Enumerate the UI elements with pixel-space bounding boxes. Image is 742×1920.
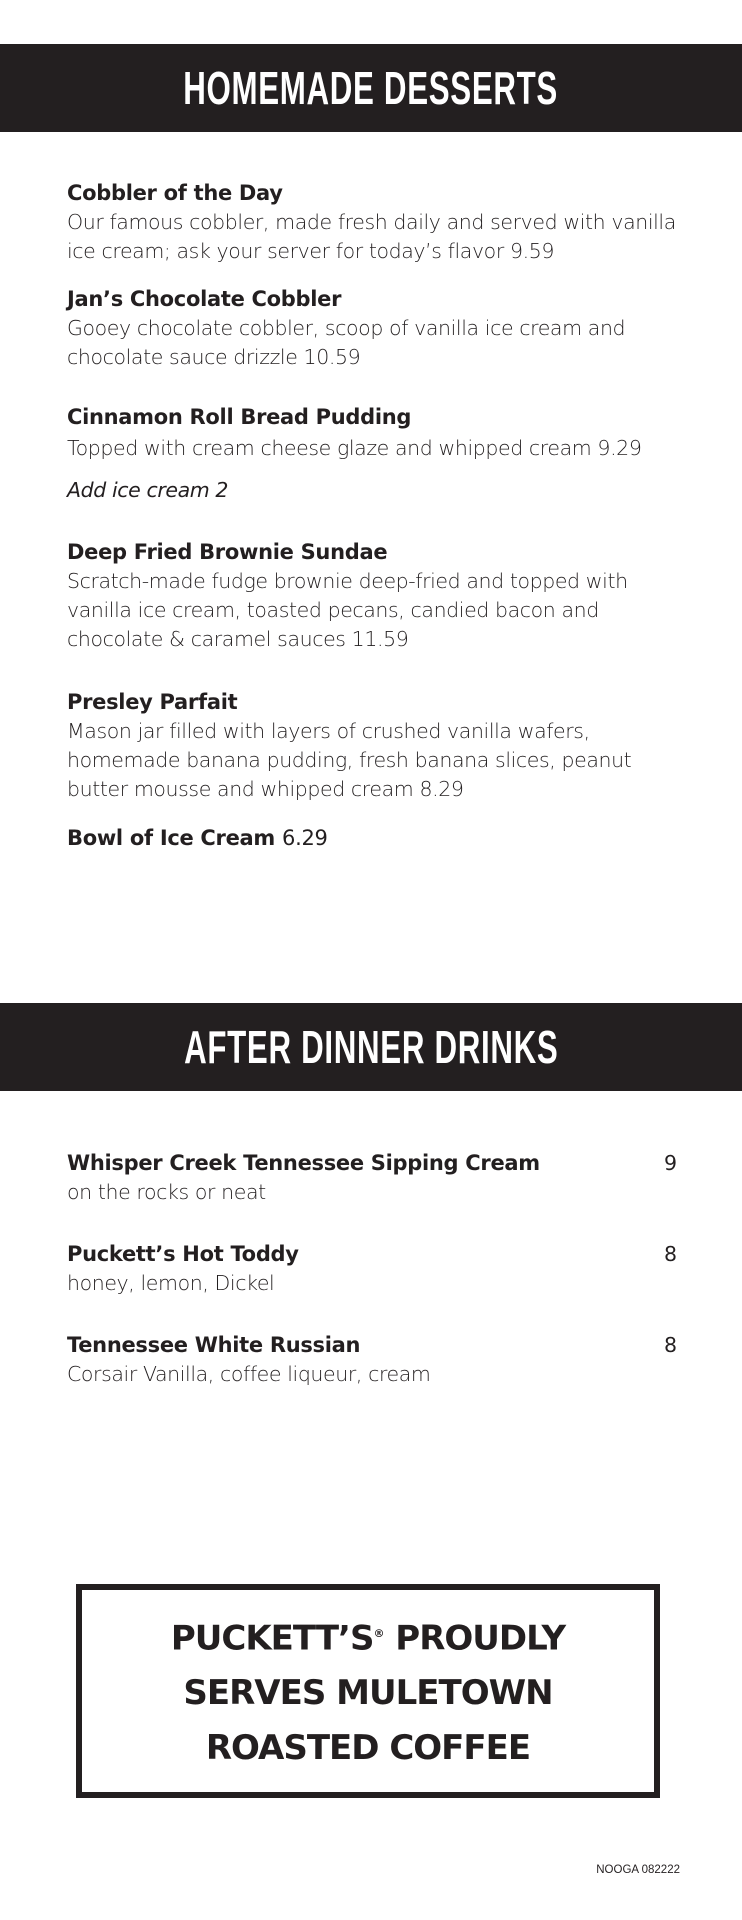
dessert-item-description: Mason jar filled with layers of crushed vanilla wafers, homemade banana pudding, fresh banana slices, peanut butter mousse and whipped cream 8.29 — [67, 719, 632, 801]
drinks-section-title: AFTER DINNER DRINKS — [183, 1021, 559, 1073]
dessert-item-name: Cinnamon Roll Bread Pudding — [67, 405, 412, 429]
drink-item-white-russian — [67, 1330, 677, 1389]
coffee-callout-brand: PUCKETT’S — [170, 1618, 374, 1659]
drink-item-price: 8 — [663, 1333, 677, 1357]
desserts-section-banner — [0, 44, 742, 132]
drink-item-price: 9 — [663, 1151, 677, 1175]
dessert-item-description: Our famous cobbler, made fresh daily and served with vanilla ice cream; ask your server for today’s flavor 9.59 — [67, 210, 676, 263]
coffee-callout-text — [171, 1606, 565, 1776]
dessert-item-bowl-of-ice-cream — [67, 823, 677, 853]
coffee-callout-box — [76, 1584, 660, 1798]
drink-item-whisper-creek — [67, 1148, 677, 1207]
drink-item-description: Corsair Vanilla, coffee liqueur, cream — [67, 1362, 431, 1386]
footer-print-code: NOOGA 082222 — [596, 1864, 680, 1876]
dessert-item-name: Deep Fried Brownie Sundae — [67, 540, 388, 564]
dessert-item-addon-note: Add ice cream 2 — [67, 478, 229, 502]
dessert-item-name: Presley Parfait — [67, 690, 238, 714]
registered-mark: ® — [373, 1626, 385, 1640]
desserts-section-title: HOMEMADE DESSERTS — [183, 62, 559, 114]
dessert-item-name: Bowl of Ice Cream — [67, 826, 275, 850]
dessert-item-description: Gooey chocolate cobbler, scoop of vanilla ice cream and chocolate sauce drizzle 10.59 — [67, 316, 626, 369]
drink-item-name: Whisper Creek Tennessee Sipping Cream — [67, 1151, 540, 1175]
dessert-item-name: Jan’s Chocolate Cobbler — [67, 287, 342, 311]
coffee-callout-line1-end: PROUDLY — [384, 1618, 566, 1659]
dessert-item-price: 6.29 — [282, 826, 328, 850]
drink-item-description: on the rocks or neat — [67, 1180, 266, 1204]
dessert-item-description: Topped with cream cheese glaze and whipped cream 9.29 — [67, 436, 642, 460]
drinks-section-banner — [0, 1003, 742, 1091]
dessert-item-description: Scratch-made fudge brownie deep-fried and topped with vanilla ice cream, toasted pecans, candied bacon and chocolate & caramel sauces 11.59 — [67, 569, 628, 651]
coffee-callout-line2: SERVES MULETOWN — [183, 1673, 553, 1714]
drink-item-name: Puckett’s Hot Toddy — [67, 1242, 299, 1266]
drink-item-name: Tennessee White Russian — [67, 1333, 361, 1357]
drink-item-hot-toddy — [67, 1239, 677, 1298]
drink-item-price: 8 — [663, 1242, 677, 1266]
dessert-item-cinnamon-roll-bread-pudding — [67, 402, 677, 505]
dessert-item-name: Cobbler of the Day — [67, 181, 283, 205]
dessert-item-cobbler-of-the-day — [67, 178, 677, 266]
dessert-item-deep-fried-brownie-sundae — [67, 537, 677, 654]
coffee-callout-line3: ROASTED COFFEE — [205, 1728, 531, 1769]
dessert-item-jans-chocolate-cobbler — [67, 284, 677, 372]
dessert-item-presley-parfait — [67, 687, 677, 804]
drink-item-description: honey, lemon, Dickel — [67, 1271, 275, 1295]
dessert-item-name-row — [67, 823, 677, 853]
